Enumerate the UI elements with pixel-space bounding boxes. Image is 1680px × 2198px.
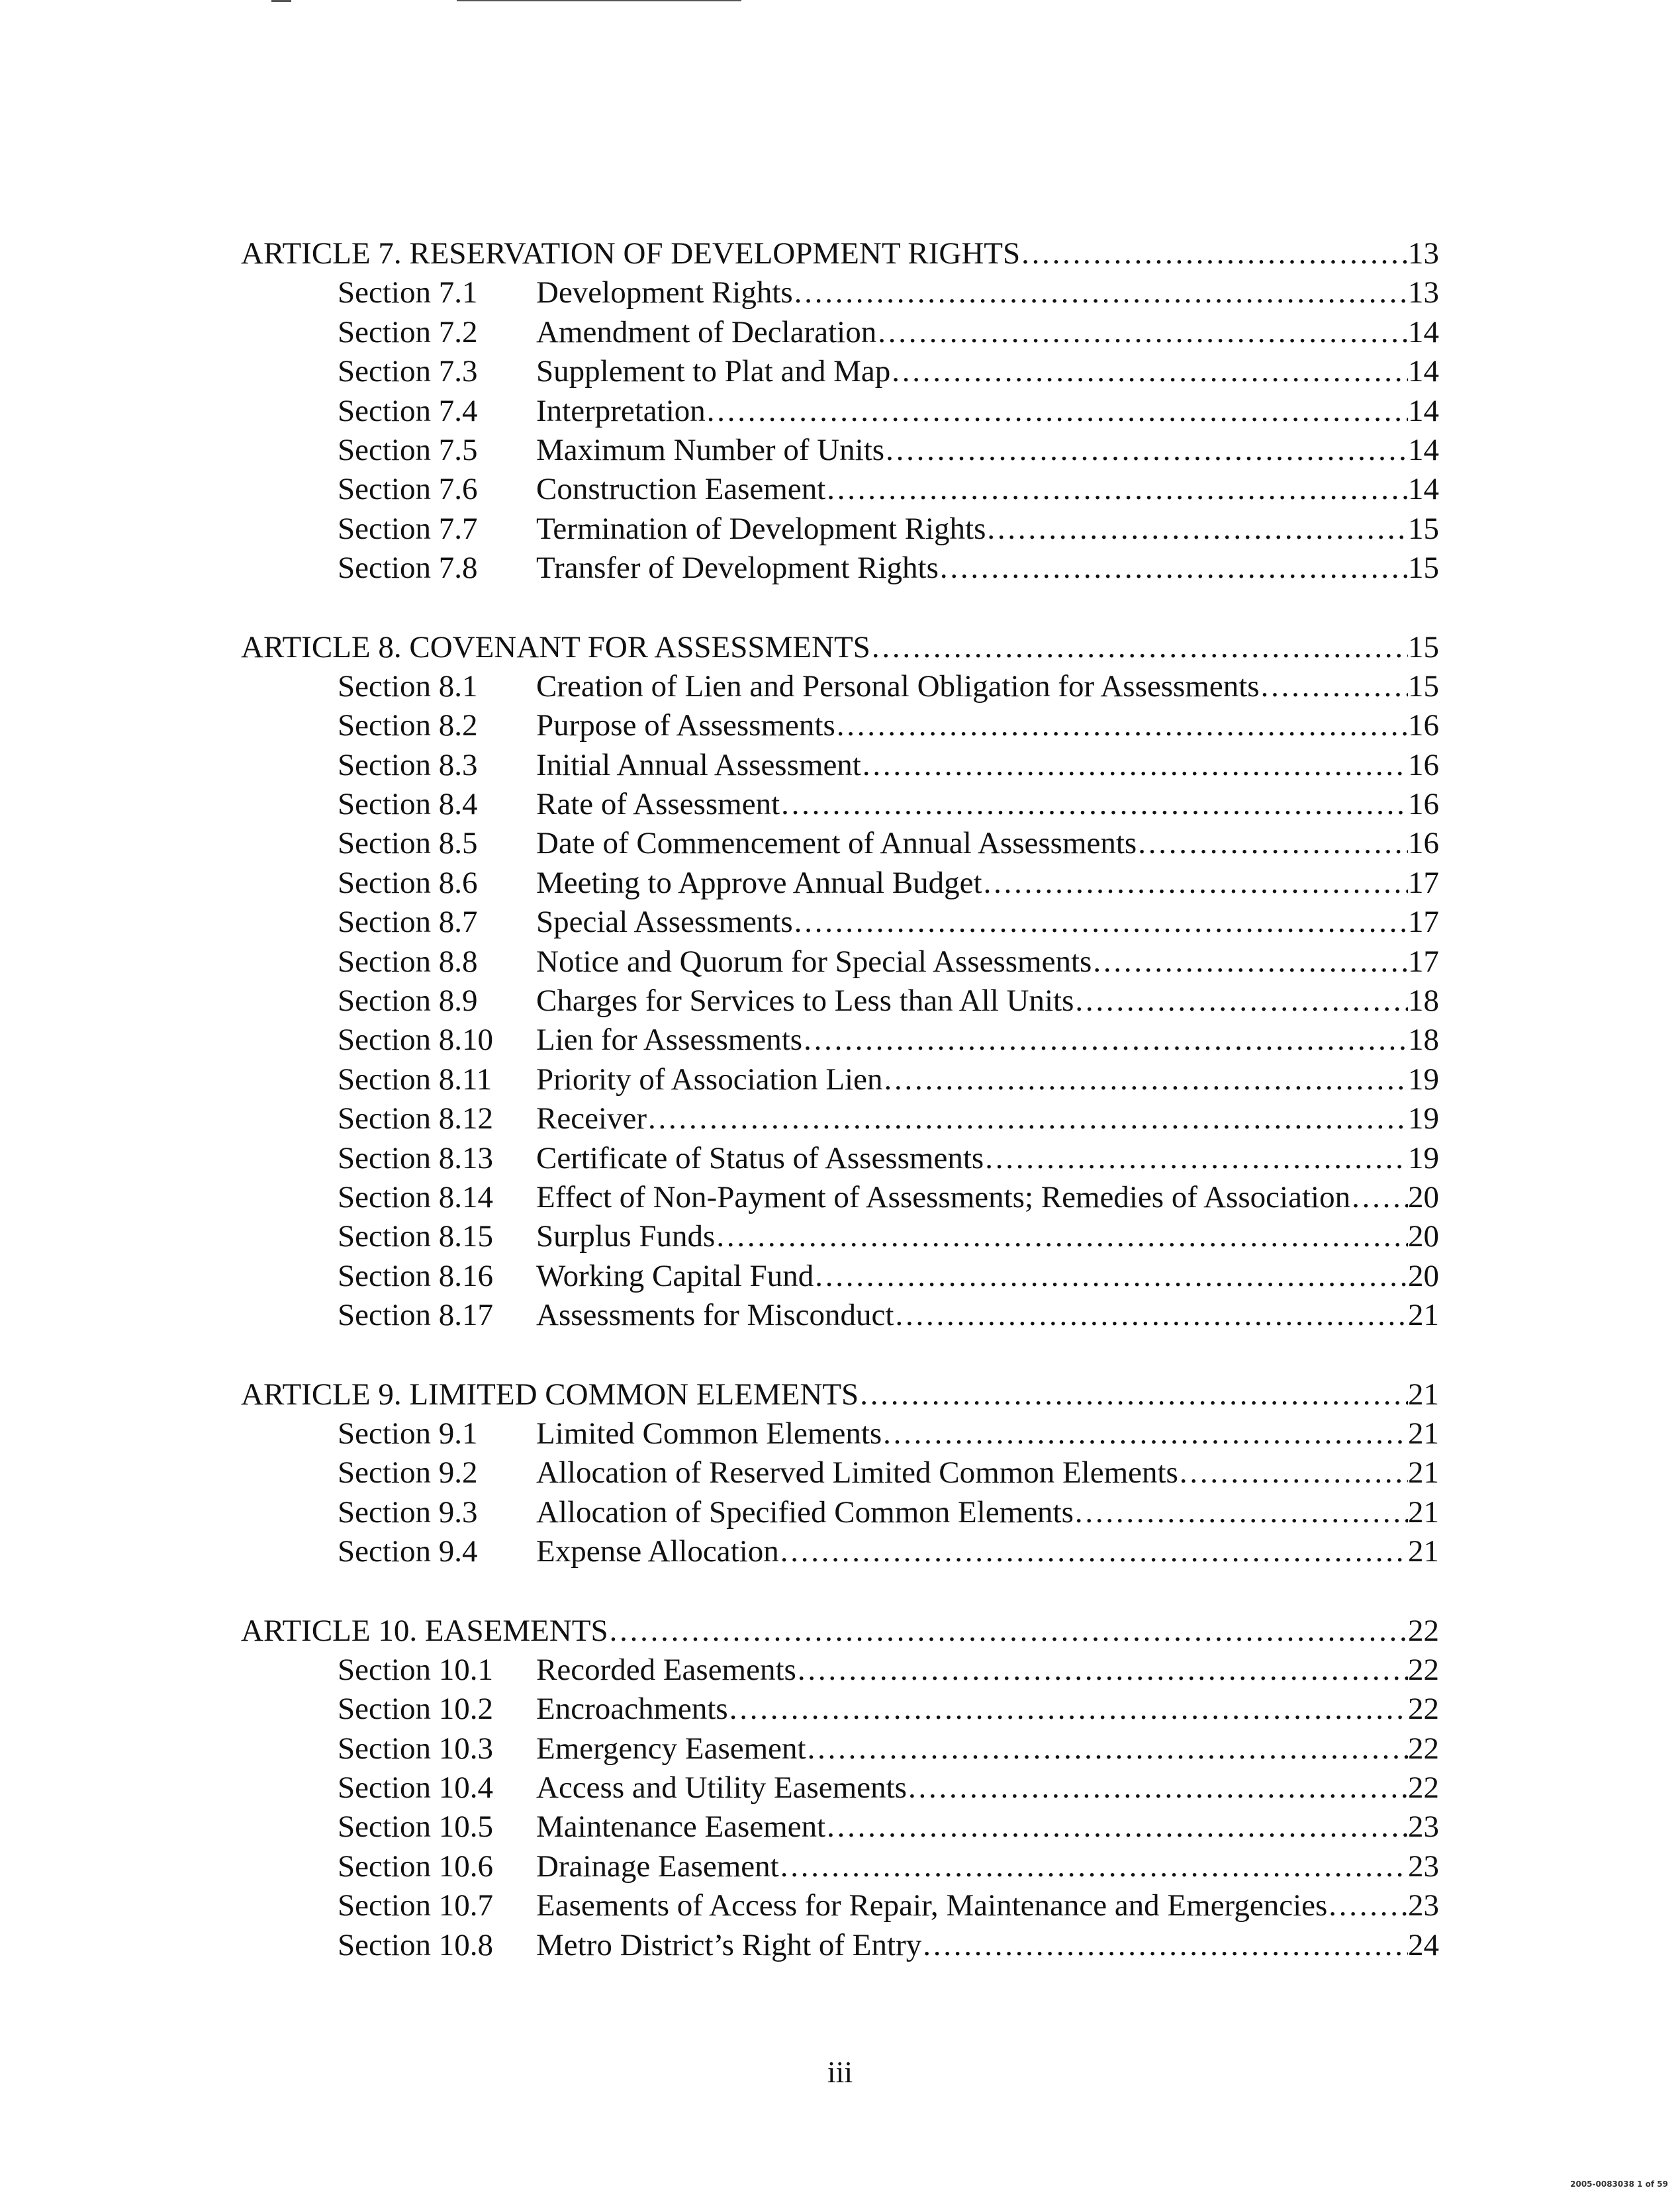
section-page-number: 18 <box>1408 1023 1439 1058</box>
section-title: Easements of Access for Repair, Maintenance and Emergencies <box>536 1888 1328 1923</box>
dot-leader <box>835 706 1408 745</box>
toc-section-row <box>241 1453 1439 1492</box>
section-title: Access and Utility Easements <box>536 1770 907 1806</box>
section-number: Section 8.14 <box>338 1179 493 1214</box>
dot-leader <box>907 1768 1408 1808</box>
section-page-number: 19 <box>1408 1140 1439 1175</box>
dot-leader <box>984 1139 1408 1178</box>
section-number: Section 10.4 <box>338 1770 493 1806</box>
section-title: Termination of Development Rights <box>536 511 986 546</box>
section-page-number: 17 <box>1408 865 1439 900</box>
dot-leader <box>1327 1886 1408 1925</box>
dot-leader <box>1092 942 1408 982</box>
section-title: Assessments for Misconduct <box>536 1298 894 1333</box>
article-title: ARTICLE 8. COVENANT FOR ASSESSMENTS <box>241 629 870 664</box>
section-number: Section 10.7 <box>338 1888 493 1923</box>
section-number: Section 8.3 <box>338 747 478 782</box>
toc-section-row <box>241 1060 1439 1099</box>
toc-section-row <box>241 824 1439 863</box>
article-page-number: 21 <box>1408 1377 1439 1412</box>
toc-section-row <box>241 746 1439 785</box>
toc-article-heading <box>241 234 1439 273</box>
section-number: Section 8.7 <box>338 905 478 940</box>
section-number: Section 8.10 <box>338 1023 493 1058</box>
toc-section-row <box>241 1217 1439 1256</box>
toc-section-row <box>241 785 1439 824</box>
toc-section-row <box>241 1099 1439 1138</box>
article-page-number: 22 <box>1408 1613 1439 1648</box>
dot-leader <box>608 1612 1408 1651</box>
dot-leader <box>859 1375 1408 1414</box>
dot-leader <box>861 746 1408 785</box>
dot-leader <box>793 903 1408 942</box>
dot-leader <box>882 1414 1408 1453</box>
section-page-number: 13 <box>1408 275 1439 310</box>
section-title: Initial Annual Assessment <box>536 747 861 782</box>
toc-section-row <box>241 313 1439 352</box>
section-number: Section 7.2 <box>338 314 478 349</box>
section-title: Emergency Easement <box>536 1731 806 1766</box>
toc-section-row <box>241 1178 1439 1217</box>
section-title: Maintenance Easement <box>536 1809 826 1845</box>
section-page-number: 17 <box>1408 905 1439 940</box>
section-title: Maximum Number of Units <box>536 432 885 467</box>
section-number: Section 8.16 <box>338 1258 493 1293</box>
section-title: Lien for Assessments <box>536 1023 803 1058</box>
section-number: Section 7.4 <box>338 393 478 428</box>
dot-leader <box>890 352 1408 391</box>
dot-leader <box>779 1532 1408 1571</box>
section-page-number: 14 <box>1408 354 1439 389</box>
toc-article-heading <box>241 1612 1439 1651</box>
section-number: Section 9.3 <box>338 1494 478 1530</box>
dot-leader <box>1074 982 1408 1021</box>
section-page-number: 20 <box>1408 1179 1439 1214</box>
section-page-number: 18 <box>1408 984 1439 1019</box>
dot-leader <box>1020 234 1408 273</box>
toc-section-row <box>241 706 1439 745</box>
toc-section-row <box>241 1651 1439 1690</box>
toc-section-row <box>241 1768 1439 1808</box>
section-page-number: 23 <box>1408 1849 1439 1884</box>
section-title: Notice and Quorum for Special Assessments <box>536 944 1092 979</box>
dot-leader <box>939 549 1408 588</box>
section-title: Creation of Lien and Personal Obligation for Assessments <box>536 668 1260 704</box>
section-number: Section 7.6 <box>338 472 478 507</box>
section-page-number: 14 <box>1408 393 1439 428</box>
section-number: Section 8.5 <box>338 826 478 861</box>
section-number: Section 10.1 <box>338 1652 493 1687</box>
section-page-number: 17 <box>1408 944 1439 979</box>
toc-article-block <box>241 1375 1439 1572</box>
article-page-number: 15 <box>1408 629 1439 664</box>
toc-section-row <box>241 1886 1439 1925</box>
section-title: Receiver <box>536 1101 647 1136</box>
section-title: Metro District’s Right of Entry <box>536 1927 922 1962</box>
section-page-number: 21 <box>1408 1298 1439 1333</box>
section-page-number: 19 <box>1408 1062 1439 1097</box>
section-title: Recorded Easements <box>536 1652 796 1687</box>
section-number: Section 8.8 <box>338 944 478 979</box>
section-page-number: 15 <box>1408 511 1439 546</box>
dot-leader <box>894 1296 1408 1335</box>
dot-leader <box>1074 1493 1408 1532</box>
page-number: iii <box>827 2055 853 2089</box>
toc-section-row <box>241 1847 1439 1886</box>
dot-leader <box>806 1729 1408 1768</box>
article-title: ARTICLE 10. EASEMENTS <box>241 1613 608 1648</box>
dot-leader <box>780 785 1408 824</box>
section-page-number: 16 <box>1408 787 1439 822</box>
toc-section-row <box>241 1021 1439 1060</box>
section-title: Interpretation <box>536 393 706 428</box>
dot-leader <box>882 1060 1408 1099</box>
section-page-number: 21 <box>1408 1494 1439 1530</box>
dot-leader <box>986 510 1408 549</box>
toc-article-block <box>241 234 1439 588</box>
section-number: Section 7.5 <box>338 432 478 467</box>
toc-section-row <box>241 864 1439 903</box>
section-number: Section 8.15 <box>338 1219 493 1254</box>
toc-section-row <box>241 510 1439 549</box>
section-title: Effect of Non-Payment of Assessments; Remedies of Association <box>536 1179 1351 1214</box>
dot-leader <box>706 392 1408 431</box>
toc-section-row <box>241 1414 1439 1453</box>
section-page-number: 14 <box>1408 314 1439 349</box>
section-title: Date of Commencement of Annual Assessments <box>536 826 1137 861</box>
section-title: Allocation of Reserved Limited Common Elements <box>536 1455 1178 1490</box>
dot-leader <box>921 1926 1408 1965</box>
section-title: Drainage Easement <box>536 1849 779 1884</box>
section-title: Surplus Funds <box>536 1219 716 1254</box>
dot-leader <box>1178 1453 1408 1492</box>
section-title: Rate of Assessment <box>536 787 780 822</box>
toc-section-row <box>241 1139 1439 1178</box>
section-page-number: 22 <box>1408 1770 1439 1806</box>
toc-section-row <box>241 1808 1439 1847</box>
toc-section-row <box>241 903 1439 942</box>
toc-section-row <box>241 392 1439 431</box>
dot-leader <box>728 1690 1408 1729</box>
section-page-number: 20 <box>1408 1258 1439 1293</box>
dot-leader <box>825 470 1408 509</box>
section-title: Working Capital Fund <box>536 1258 814 1293</box>
section-number: Section 8.6 <box>338 865 478 900</box>
section-page-number: 21 <box>1408 1455 1439 1490</box>
toc-section-row <box>241 1532 1439 1571</box>
toc-section-row <box>241 942 1439 982</box>
section-number: Section 10.2 <box>338 1692 493 1727</box>
section-title: Allocation of Specified Common Elements <box>536 1494 1074 1530</box>
section-page-number: 15 <box>1408 551 1439 586</box>
scan-artifact-line <box>271 0 291 2</box>
section-number: Section 7.7 <box>338 511 478 546</box>
section-page-number: 22 <box>1408 1652 1439 1687</box>
dot-leader <box>876 313 1408 352</box>
section-page-number: 16 <box>1408 708 1439 743</box>
section-number: Section 10.5 <box>338 1809 493 1845</box>
section-page-number: 14 <box>1408 472 1439 507</box>
section-number: Section 8.4 <box>338 787 478 822</box>
section-number: Section 8.13 <box>338 1140 493 1175</box>
toc-section-row <box>241 470 1439 509</box>
toc-article-heading <box>241 628 1439 667</box>
section-title: Purpose of Assessments <box>536 708 835 743</box>
section-title: Construction Easement <box>536 472 826 507</box>
section-number: Section 10.8 <box>338 1927 493 1962</box>
section-page-number: 22 <box>1408 1731 1439 1766</box>
toc-section-row <box>241 1690 1439 1729</box>
section-title: Amendment of Declaration <box>536 314 877 349</box>
section-page-number: 20 <box>1408 1219 1439 1254</box>
dot-leader <box>1260 667 1408 706</box>
section-page-number: 14 <box>1408 432 1439 467</box>
section-title: Transfer of Development Rights <box>536 551 939 586</box>
toc-article-heading <box>241 1375 1439 1414</box>
section-title: Certificate of Status of Assessments <box>536 1140 984 1175</box>
section-page-number: 15 <box>1408 668 1439 704</box>
toc-section-row <box>241 1729 1439 1768</box>
section-number: Section 7.1 <box>338 275 478 310</box>
section-number: Section 9.1 <box>338 1416 478 1451</box>
scan-artifact-line <box>457 0 741 1</box>
toc-section-row <box>241 1296 1439 1335</box>
section-number: Section 8.2 <box>338 708 478 743</box>
toc-section-row <box>241 1257 1439 1296</box>
article-title: ARTICLE 9. LIMITED COMMON ELEMENTS <box>241 1377 859 1412</box>
section-page-number: 16 <box>1408 747 1439 782</box>
section-page-number: 21 <box>1408 1416 1439 1451</box>
section-title: Development Rights <box>536 275 793 310</box>
section-page-number: 19 <box>1408 1101 1439 1136</box>
table-of-contents <box>241 234 1439 2005</box>
section-number: Section 8.11 <box>338 1062 492 1097</box>
toc-section-row <box>241 352 1439 391</box>
dot-leader <box>779 1847 1408 1886</box>
dot-leader <box>715 1217 1408 1256</box>
dot-leader <box>1137 824 1408 863</box>
toc-article-block <box>241 1612 1439 1966</box>
section-title: Supplement to Plat and Map <box>536 354 891 389</box>
section-page-number: 24 <box>1408 1927 1439 1962</box>
section-number: Section 8.17 <box>338 1298 493 1333</box>
toc-article-block <box>241 628 1439 1336</box>
section-page-number: 16 <box>1408 826 1439 861</box>
section-title: Charges for Services to Less than All Units <box>536 984 1074 1019</box>
dot-leader <box>825 1808 1408 1847</box>
section-number: Section 10.3 <box>338 1731 493 1766</box>
section-title: Encroachments <box>536 1692 728 1727</box>
dot-leader <box>796 1651 1408 1690</box>
toc-section-row <box>241 273 1439 312</box>
section-title: Limited Common Elements <box>536 1416 882 1451</box>
dot-leader <box>870 628 1408 667</box>
recording-stamp: 2005-0083038 1 of 59 <box>1570 2179 1668 2189</box>
toc-section-row <box>241 549 1439 588</box>
section-number: Section 9.4 <box>338 1534 478 1569</box>
section-title: Meeting to Approve Annual Budget <box>536 865 982 900</box>
toc-section-row <box>241 431 1439 470</box>
section-title: Special Assessments <box>536 905 793 940</box>
section-number: Section 10.6 <box>338 1849 493 1884</box>
dot-leader <box>814 1257 1408 1296</box>
section-number: Section 8.1 <box>338 668 478 704</box>
section-number: Section 9.2 <box>338 1455 478 1490</box>
section-page-number: 23 <box>1408 1809 1439 1845</box>
section-page-number: 23 <box>1408 1888 1439 1923</box>
section-title: Priority of Association Lien <box>536 1062 883 1097</box>
section-title: Expense Allocation <box>536 1534 779 1569</box>
toc-section-row <box>241 667 1439 706</box>
section-number: Section 7.8 <box>338 551 478 586</box>
article-page-number: 13 <box>1408 236 1439 271</box>
toc-section-row <box>241 982 1439 1021</box>
dot-leader <box>647 1099 1408 1138</box>
dot-leader <box>793 273 1408 312</box>
toc-section-row <box>241 1493 1439 1532</box>
section-number: Section 7.3 <box>338 354 478 389</box>
section-page-number: 22 <box>1408 1692 1439 1727</box>
dot-leader <box>802 1021 1408 1060</box>
toc-section-row <box>241 1926 1439 1965</box>
section-page-number: 21 <box>1408 1534 1439 1569</box>
dot-leader <box>884 431 1408 470</box>
dot-leader <box>1350 1178 1408 1217</box>
section-number: Section 8.12 <box>338 1101 493 1136</box>
section-number: Section 8.9 <box>338 984 478 1019</box>
dot-leader <box>982 864 1408 903</box>
article-title: ARTICLE 7. RESERVATION OF DEVELOPMENT RIGHTS <box>241 236 1021 271</box>
